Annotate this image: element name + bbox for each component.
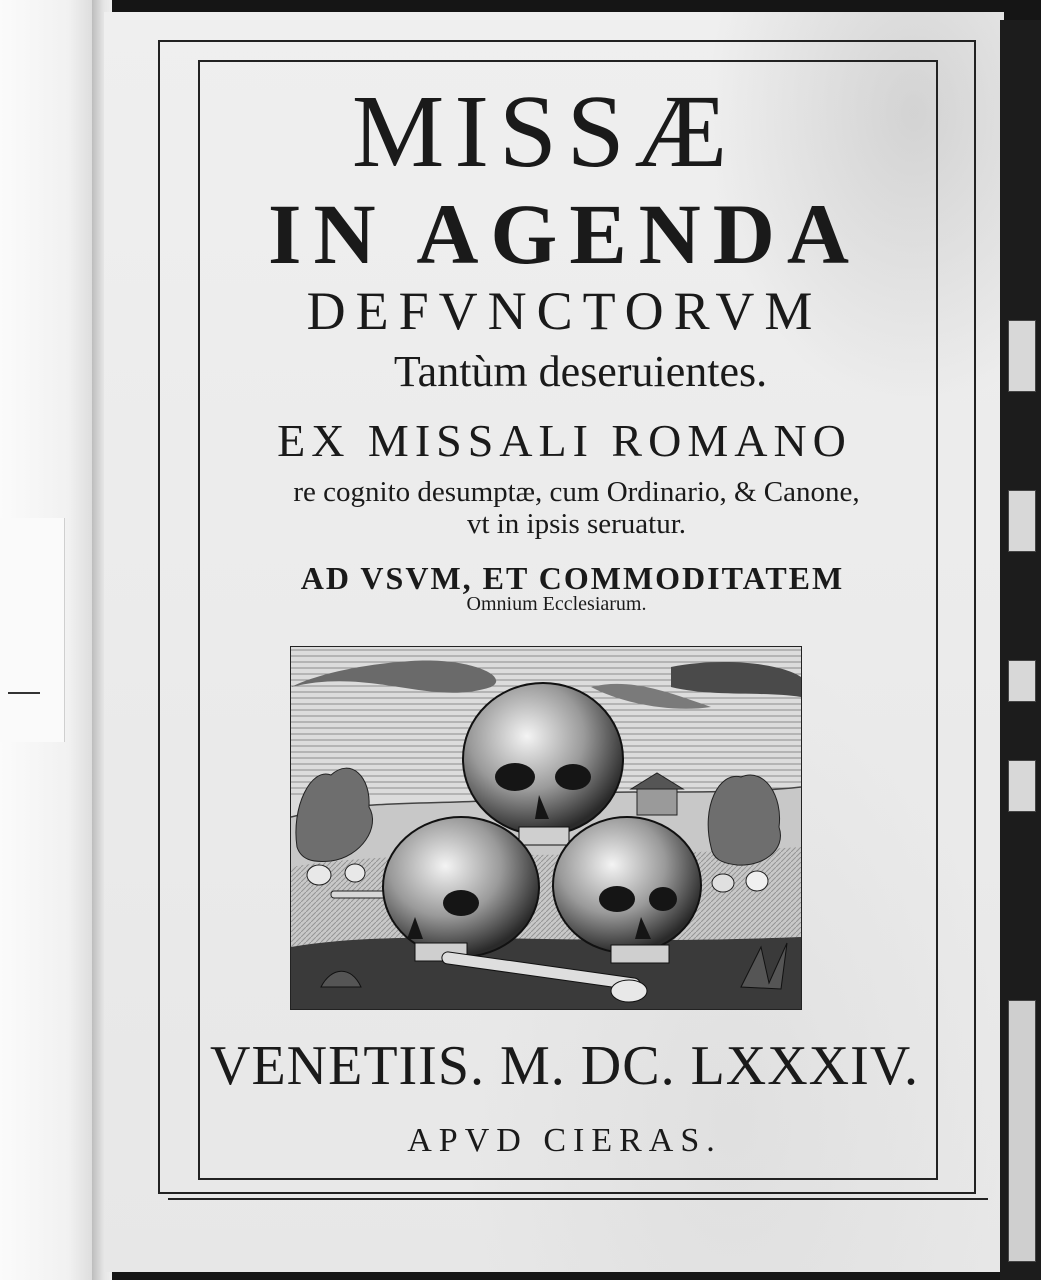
page-tab	[1008, 660, 1036, 702]
title-line-tantum: Tantùm deseruientes.	[393, 347, 768, 396]
three-skulls-engraving	[290, 646, 802, 1010]
title-line-missae: MISSÆ	[351, 74, 738, 189]
title-line-omnium: Omnium Ecclesiarum.	[466, 593, 647, 615]
title-line-in-agenda: IN AGENDA	[267, 186, 861, 282]
title-line-ad-usum: AD VSVM, ET COMMODITATEM	[300, 560, 845, 596]
title-line-recognito: re cognito desumptæ, cum Ordinario, & Canone,	[293, 476, 860, 508]
facing-page-slip	[0, 518, 65, 742]
engraving-artwork	[291, 647, 801, 1009]
imprint-printer: APVD CIERAS.	[407, 1122, 722, 1159]
imprint-place-date: VENETIIS. M. DC. LXXXIV.	[210, 1035, 919, 1097]
page-tab	[1008, 760, 1036, 812]
title-line-vt-in-ipsis: vt in ipsis seruatur.	[466, 508, 687, 540]
facing-page-mark	[8, 692, 40, 694]
title-line-ex-missali: EX MISSALI ROMANO	[277, 415, 852, 466]
title-line-defunctorum: DEFVNCTORVM	[306, 281, 823, 341]
bottom-rule	[168, 1198, 988, 1200]
